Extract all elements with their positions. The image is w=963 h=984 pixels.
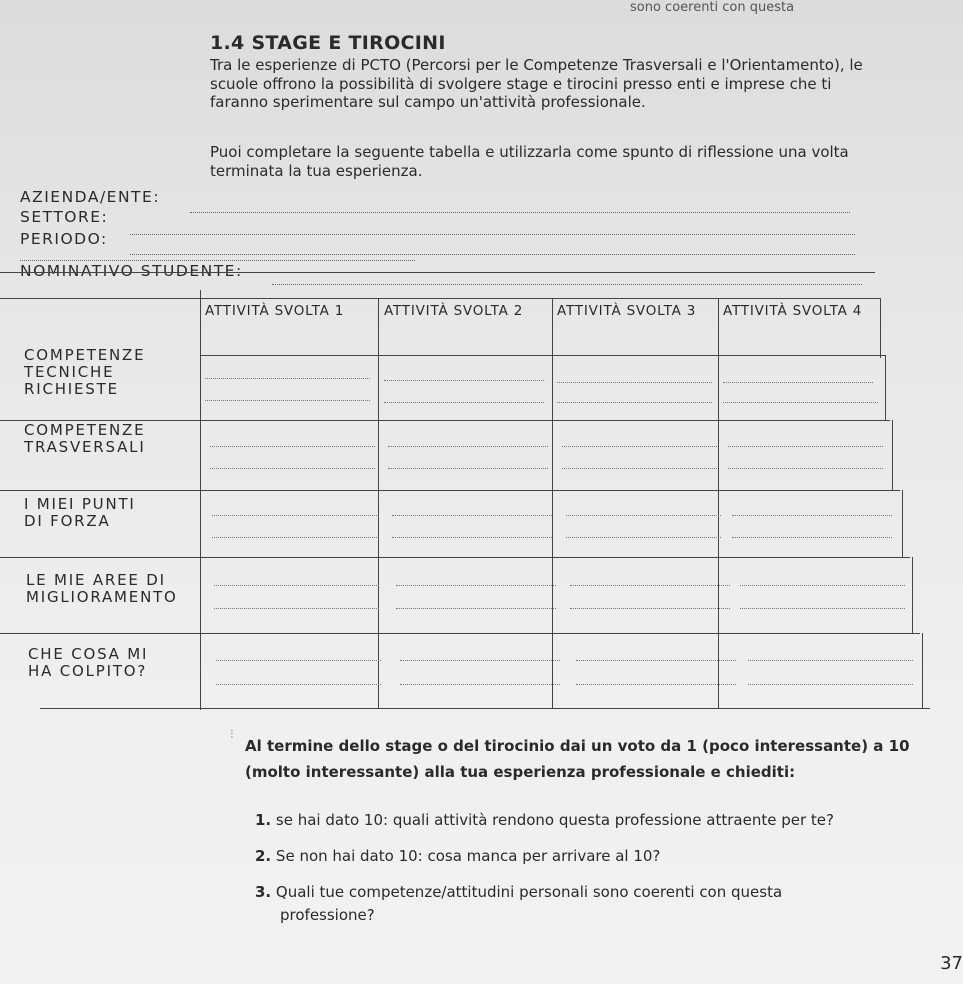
- table-col-divider: [200, 290, 201, 710]
- table-top-border: [0, 272, 875, 273]
- row-label: COMPETENZE TRASVERSALI: [24, 421, 146, 456]
- reflection-prompt-line: (molto interessante) alla tua esperienza professionale e chiediti:: [245, 763, 796, 781]
- table-col-divider: [718, 298, 719, 708]
- field-azienda-label: AZIENDA/ENTE:: [20, 188, 161, 206]
- table-right-border: [885, 355, 886, 420]
- field-settore-label: SETTORE:: [20, 208, 109, 226]
- table-right-border: [912, 557, 913, 633]
- page-number: 37: [940, 953, 963, 974]
- column-header: ATTIVITÀ SVOLTA 2: [384, 303, 524, 319]
- table-border: [200, 355, 885, 356]
- reflection-prompt: [245, 736, 910, 782]
- table-border: [0, 557, 910, 558]
- field-nominativo-line[interactable]: [272, 284, 862, 285]
- field-azienda-line[interactable]: [190, 212, 850, 213]
- field-periodo-line[interactable]: [130, 254, 855, 255]
- intro-paragraph: Tra le esperienze di PCTO (Percorsi per le Competenze Trasversali e l'Orientamento), le scuole offrono la possibilità di svolgere stage e tirocini presso enti e imprese che ti faranno sperimentare sul campo un'attività professionale.: [210, 56, 863, 111]
- divider: [20, 260, 415, 261]
- reflection-prompt-line: Al termine dello stage o del tirocinio dai un voto da 1 (poco interessante) a 10: [245, 737, 910, 755]
- table-col-divider: [552, 298, 553, 708]
- field-nominativo-label: NOMINATIVO STUDENTE:: [20, 262, 243, 280]
- question-3-continuation: professione?: [280, 906, 375, 924]
- table-col-divider: [378, 298, 379, 708]
- table-border: [0, 633, 920, 634]
- section-title: 1.4 STAGE E TIROCINI: [210, 32, 446, 54]
- table-right-border: [902, 490, 903, 557]
- row-label: COMPETENZE TECNICHE RICHIESTE: [24, 346, 146, 398]
- question-3: 3. Quali tue competenze/attitudini personali sono coerenti con questa: [255, 883, 783, 901]
- table-right-border: [922, 633, 923, 708]
- question-1: 1. se hai dato 10: quali attività rendono questa professione attraente per te?: [255, 811, 834, 829]
- field-settore-line[interactable]: [130, 234, 855, 235]
- table-bottom-border: [40, 708, 930, 709]
- question-2: 2. Se non hai dato 10: cosa manca per arrivare al 10?: [255, 847, 661, 865]
- row-label: I MIEI PUNTI DI FORZA: [24, 495, 136, 530]
- column-header: ATTIVITÀ SVOLTA 4: [723, 303, 863, 319]
- table-border: [0, 490, 900, 491]
- column-header: ATTIVITÀ SVOLTA 1: [205, 303, 345, 319]
- table-right-border: [892, 420, 893, 490]
- bullet-marker: ⁝: [230, 727, 234, 741]
- row-label: CHE COSA MI HA COLPITO?: [28, 645, 149, 680]
- instruction-paragraph: Puoi completare la seguente tabella e utilizzarla come spunto di riflessione una volta terminata la tua esperienza.: [210, 143, 849, 180]
- field-periodo-label: PERIODO:: [20, 230, 108, 248]
- table-right-border: [880, 298, 881, 358]
- top-text-fragment: sono coerenti con questa: [630, 0, 795, 15]
- column-header: ATTIVITÀ SVOLTA 3: [557, 303, 697, 319]
- table-border: [0, 298, 880, 299]
- row-label: LE MIE AREE DI MIGLIORAMENTO: [26, 571, 178, 606]
